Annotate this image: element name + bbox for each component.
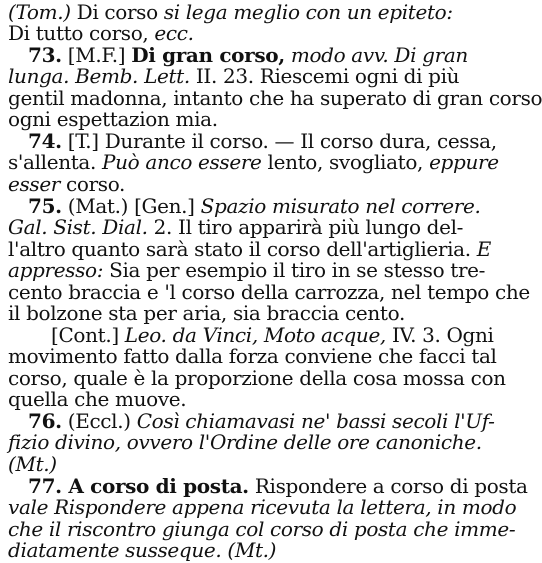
text-run: 73. <box>28 43 62 67</box>
text-line <box>0 540 472 561</box>
text-run: (Mat.) [Gen.] <box>61 194 201 218</box>
text-run: fizio divino, ovvero l'Ordine delle ore canoniche. <box>8 430 482 455</box>
text-run: eppure <box>429 150 499 175</box>
text-line <box>0 66 472 87</box>
text-line <box>0 300 472 325</box>
text-line <box>0 171 472 196</box>
text-run: l'altro quanto sarà stato il corso dell'artiglieria. <box>8 236 477 261</box>
text-run: che il riscontro giunga col corso di posta che imme- <box>8 516 516 541</box>
text-run: corso, quale è la proporzione della cosa mossa con <box>8 365 506 390</box>
text-line <box>0 2 472 23</box>
text-line <box>0 194 481 218</box>
text-run: si lega meglio con un epiteto: <box>163 0 453 24</box>
text-run: Può anco essere <box>102 150 262 175</box>
text-line <box>0 23 472 44</box>
text-run: ogni espettazion mia. <box>8 107 218 132</box>
text-run: [Cont.] <box>51 323 125 347</box>
text-run: gentil madonna, intanto che ha superato di gran corso <box>8 85 542 110</box>
text-line <box>0 516 516 541</box>
text-line <box>0 236 492 261</box>
text-run: 74. <box>28 129 62 153</box>
text-line <box>0 279 530 304</box>
text-run: IV. 3. Ogni <box>385 323 494 347</box>
text-line <box>0 323 494 347</box>
text-run: 77. <box>28 474 62 498</box>
entry-77 <box>0 474 528 563</box>
text-line <box>0 389 472 410</box>
text-run: movimento fatto dalla forza conviene che facci tal <box>8 344 497 369</box>
text-run: Di tutto corso, <box>8 21 155 46</box>
entry-75 <box>0 194 530 325</box>
text-run: Leo. da Vinci, Moto acque, <box>124 323 386 347</box>
text-run: modo avv. Di gran <box>284 43 468 67</box>
text-line <box>0 495 517 520</box>
text-line <box>0 258 486 283</box>
entry-tom <box>0 2 472 45</box>
text-line <box>0 430 482 455</box>
text-line <box>0 109 472 130</box>
text-run: appresso: <box>8 258 104 283</box>
entry-75-cont <box>0 323 506 412</box>
entry-74 <box>0 129 499 196</box>
text-run: ecc. <box>154 21 194 46</box>
text-run: Spazio misurato nel correre. <box>200 194 481 218</box>
text-run: s'allenta. <box>8 150 103 175</box>
text-run: (Mt.) <box>8 451 57 476</box>
text-run: 2. Il tiro apparirà più lungo del- <box>147 215 464 240</box>
text-line <box>0 365 506 390</box>
text-run: (Tom.) <box>8 0 71 24</box>
text-run: il bolzone sta per aria, sia braccia cento. <box>8 300 405 325</box>
text-run: Rispondere a corso di posta <box>248 474 528 498</box>
text-run: cento braccia e 'l corso della carrozza, nel tempo che <box>8 279 530 304</box>
text-run: esser <box>8 171 61 196</box>
text-run: 75. <box>28 194 62 218</box>
text-run: E <box>476 236 492 261</box>
text-run: II. 23. Riescemi ogni di più <box>189 64 460 89</box>
text-line <box>0 150 499 175</box>
text-run: 76. <box>28 409 62 433</box>
text-run: diatamente susseque. (Mt.) <box>8 538 277 563</box>
text-run: Di corso <box>70 0 164 24</box>
text-line <box>0 85 542 110</box>
text-line <box>0 129 497 153</box>
text-run: [T.] Durante il corso. — Il corso dura, cessa, <box>61 129 497 153</box>
text-run: Così chiamavasi ne' bassi secoli l'Uf- <box>136 409 495 433</box>
entry-76 <box>0 409 495 476</box>
text-line <box>0 474 528 498</box>
text-line <box>0 409 495 433</box>
text-run: Di gran corso, <box>131 43 285 67</box>
text-line <box>0 344 497 369</box>
text-run: [M.F.] <box>61 43 132 67</box>
text-run: corso. <box>60 171 126 196</box>
text-line <box>0 451 472 476</box>
entry-73 <box>0 43 542 132</box>
text-line <box>0 45 472 66</box>
text-run: Sia per esempio il tiro in se stesso tre- <box>103 258 486 283</box>
text-run: A corso di posta. <box>61 474 249 498</box>
text-run: lento, svogliato, <box>261 150 430 175</box>
text-line <box>0 217 472 238</box>
text-run: Gal. Sist. Dial. <box>8 215 148 240</box>
text-run: lunga. Bemb. Lett. <box>8 64 190 89</box>
text-run: vale Rispondere appena ricevuta la lettera, in modo <box>8 495 517 520</box>
text-run: quella che muove. <box>8 387 187 412</box>
text-run: (Eccl.) <box>61 409 137 433</box>
